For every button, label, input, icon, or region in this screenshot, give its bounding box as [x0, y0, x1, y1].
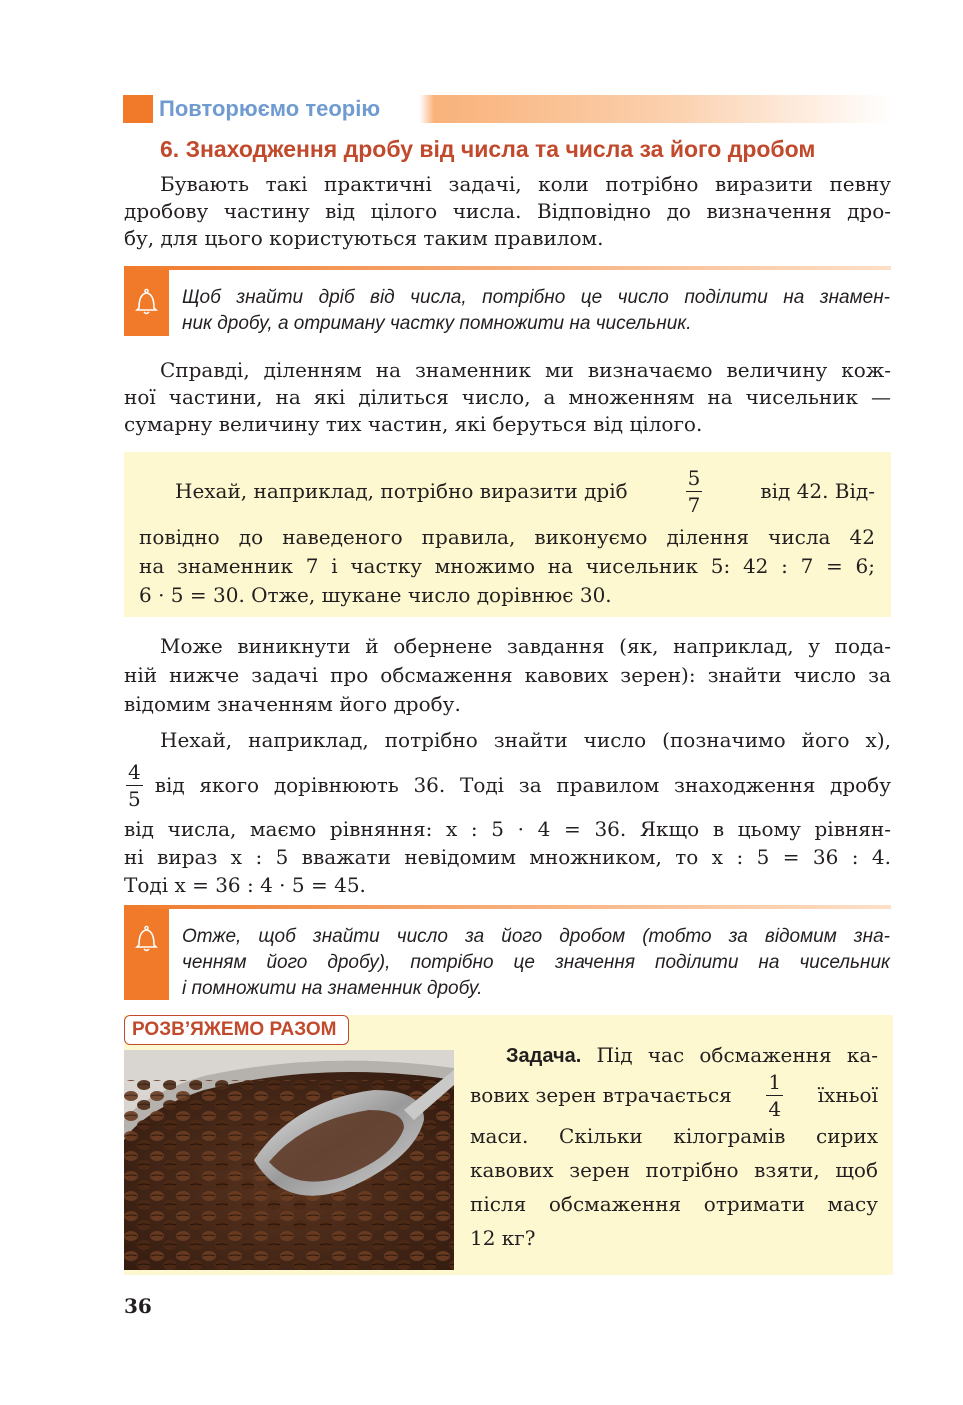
explain-line: ної частини, на які ділиться число, а множенням на чисельник —: [124, 385, 891, 409]
rule2-line: Отже, щоб знайти число за його дробом (тобто за відомим зна-: [182, 926, 890, 947]
task-line: Під час обсмаження ка-: [596, 1043, 879, 1067]
example-line: 6 · 5 = 30. Отже, шукане число дорівнює 30.: [139, 583, 612, 607]
coffee-beans-image: [124, 1050, 454, 1270]
task-line: маси. Скільки кілограмів сирих: [470, 1124, 878, 1148]
rule-divider: [124, 905, 891, 909]
rule2-text: [182, 924, 890, 1002]
example2-line: від числа, маємо рівняння: x : 5 · 4 = 36. Якщо в цьому рівнян-: [124, 817, 891, 841]
rule1-line: ник дробу, а отриману частку помножити на чисельник.: [182, 313, 692, 334]
example2-line: від якого дорівнюють 36. Тоді за правилом знаходження дробу: [154, 773, 891, 797]
inverse-line: відомим значенням його дробу.: [124, 692, 461, 716]
section-title: 6. Знаходження дробу від числа та числа за його дробом: [160, 136, 816, 162]
task-line: їхньої: [817, 1083, 878, 1107]
bell-icon: [124, 919, 169, 959]
rule1-text: [182, 285, 890, 337]
fraction-5-7: $\frac{5}{7}$: [687, 465, 701, 517]
inverse-line: ній нижче задачі про обсмаження кавових зерен): знайти число за: [124, 663, 891, 687]
rule1-line: Щоб знайти дріб від числа, потрібно це число поділити на знамен-: [182, 287, 890, 308]
fraction-1-4: $\frac{1}{4}$: [768, 1069, 782, 1121]
example2-line: Нехай, наприклад, потрібно знайти число (позначимо його x),: [160, 728, 891, 752]
rule2-line: ченням його дробу), потрібно це значення поділити на чисельник: [182, 952, 890, 973]
example2-line: ні вираз x : 5 вважати невідомим множником, то x : 5 = 36 : 4.: [124, 845, 891, 869]
rule-tab: [124, 909, 169, 1000]
explain-line: Справді, діленням на знаменник ми визначаємо величину кож-: [160, 358, 891, 382]
example-line: повідно до наведеного правила, виконуємо ділення числа 42: [139, 525, 875, 549]
example2-line: Тоді x = 36 : 4 · 5 = 45.: [124, 873, 366, 897]
header-accent-square: [123, 95, 153, 123]
intro-paragraph: [124, 171, 891, 252]
coffee-beans-illustration: [124, 1050, 454, 1270]
rule2-line: і помножити на знаменник дробу.: [182, 978, 483, 999]
fraction-4-5: $\frac{4}{5}$: [128, 759, 141, 811]
intro-line: Бувають такі практичні задачі, коли потрібно виразити певну: [160, 172, 891, 196]
rule-divider: [124, 266, 891, 270]
task-line: вових зерен втрачається: [470, 1083, 732, 1107]
task-line: кавових зерен потрібно взяти, щоб: [470, 1158, 878, 1182]
explain-line: сумарну величину тих частин, які беруться від цілого.: [124, 412, 703, 436]
inverse-line: Може виникнути й обернене завдання (як, наприклад, у пода-: [160, 634, 891, 658]
example2-text: [124, 725, 891, 899]
task-text: [470, 1040, 878, 1255]
task-label: Задача.: [506, 1045, 582, 1067]
example-line: від 42. Від-: [760, 479, 875, 503]
page-number: 36: [124, 1294, 152, 1318]
example-line: на знаменник 7 і частку множимо на чисельник 5: 42 : 7 = 6;: [139, 554, 875, 578]
solve-together-label: РОЗВ’ЯЖЕМО РАЗОМ: [124, 1015, 349, 1045]
bell-icon: [124, 282, 169, 322]
header-label: Повторюємо теорію: [159, 95, 388, 123]
rule-tab: [124, 270, 169, 336]
task-line: 12 кг?: [470, 1226, 536, 1250]
inverse-paragraph: [124, 632, 891, 719]
task-line: після обсмаження отримати масу: [470, 1192, 878, 1216]
example-line: Нехай, наприклад, потрібно виразити дріб: [175, 479, 628, 503]
example-text: [139, 459, 875, 610]
explain-paragraph: [124, 357, 891, 438]
intro-line: дробову частину від цілого числа. Відповідно до визначення дро-: [124, 199, 891, 223]
intro-line: бу, для цього користуються таким правилом.: [124, 226, 604, 250]
